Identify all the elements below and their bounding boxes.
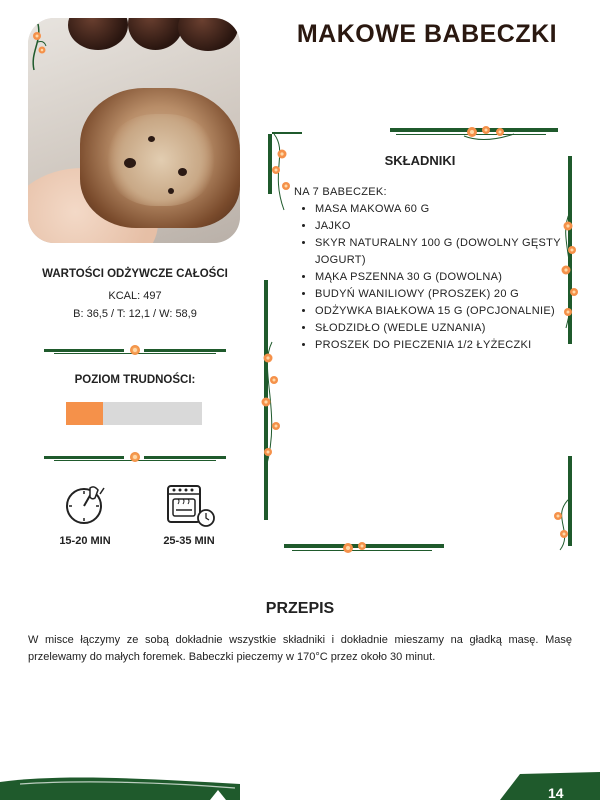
recipe-text: W misce łączymy ze sobą dokładnie wszystkie składniki i dokładnie mieszamy na gładką masę. Masę przelewamy do małych foremek. Babeczki pieczemy w 170°C przez około 30 minut. bbox=[28, 634, 572, 663]
flower-icon bbox=[130, 452, 140, 462]
clock-hand-icon bbox=[62, 482, 108, 528]
ingredients-list bbox=[294, 201, 590, 354]
section-divider bbox=[44, 343, 226, 357]
list-item: • JAJKO bbox=[315, 218, 590, 235]
flower-vine-decoration bbox=[28, 22, 64, 72]
flower-vine-decoration bbox=[540, 496, 580, 552]
bottom-brush-border bbox=[0, 770, 600, 800]
list-item: • MĄKA PSZENNA 30 G (DOWOLNA) bbox=[315, 269, 590, 286]
list-item: • BUDYŃ WANILIOWY (PROSZEK) 20 G bbox=[315, 286, 590, 303]
page-number: 14 bbox=[548, 785, 564, 800]
flower-vine-decoration bbox=[266, 132, 296, 212]
flower-vine-decoration bbox=[460, 122, 520, 144]
flower-vine-decoration bbox=[256, 340, 286, 470]
list-item: • ODŻYWKA BIAŁKOWA 15 G (OPCJONALNIE) bbox=[315, 303, 590, 320]
list-item: • SKYR NATURALNY 100 G (DOWOLNY GĘSTY JOGURT) bbox=[315, 235, 590, 269]
difficulty-bar bbox=[66, 402, 202, 425]
list-item: • SŁODZIDŁO (WEDLE UZNANIA) bbox=[315, 320, 590, 337]
bake-time-label: 25-35 MIN bbox=[163, 535, 215, 547]
difficulty-title: POZIOM TRUDNOŚCI: bbox=[74, 374, 196, 386]
ingredients-title: SKŁADNIKI bbox=[384, 153, 456, 168]
oven-timer-icon bbox=[166, 484, 216, 528]
page-title: MAKOWE BABECZKI bbox=[296, 20, 558, 48]
section-divider bbox=[44, 450, 226, 464]
list-item: • PROSZEK DO PIECZENIA 1/2 ŁYŻECZKI bbox=[315, 337, 590, 354]
prep-time-label: 15-20 MIN bbox=[59, 535, 111, 547]
recipe-title: PRZEPIS bbox=[265, 600, 335, 617]
difficulty-bar-fill bbox=[66, 402, 103, 425]
list-item: • MASA MAKOWA 60 G bbox=[315, 201, 590, 218]
flower-icon bbox=[130, 345, 140, 355]
flower-vine-decoration bbox=[336, 538, 386, 558]
nutrition-kcal: KCAL: 497 bbox=[108, 290, 162, 302]
nutrition-title: WARTOŚCI ODŻYWCZE CAŁOŚCI bbox=[42, 268, 228, 280]
nutrition-macros: B: 36,5 / T: 12,1 / W: 58,9 bbox=[73, 308, 197, 320]
ingredients-intro: NA 7 BABECZEK: bbox=[294, 186, 387, 198]
